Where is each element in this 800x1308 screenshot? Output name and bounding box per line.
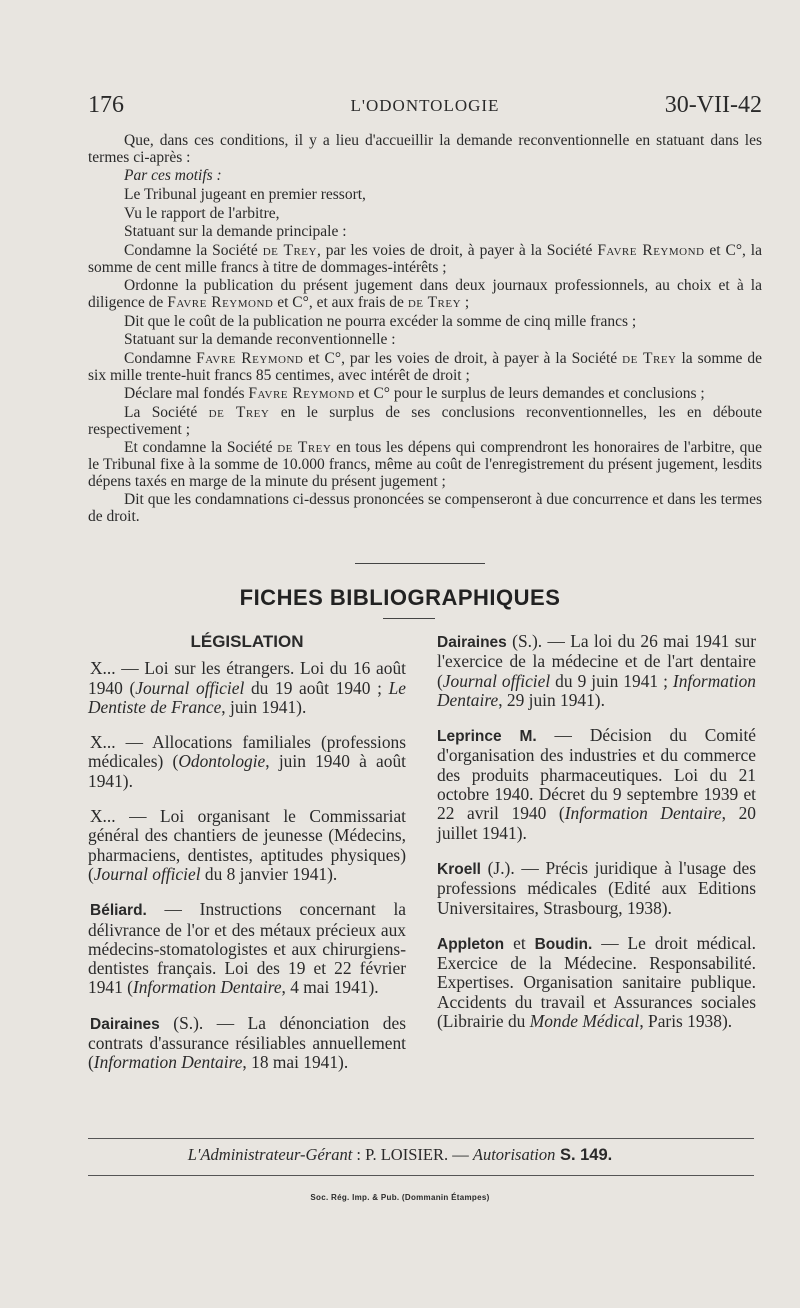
bibliography-entry: X... — Loi organisant le Commissariat général des chantiers de jeunesse (Médecins, pharmaciens, dentistes, aptitudes physiques) (Journal officiel du 8 janvier 1941). bbox=[88, 806, 406, 884]
issue-date: 30-VII-42 bbox=[664, 92, 762, 118]
footer-rule-top bbox=[88, 1138, 754, 1139]
paragraph: Déclare mal fondés Favre Reymond et C° pour le surplus de leurs demandes et conclusions ; bbox=[124, 385, 705, 403]
running-header bbox=[88, 92, 762, 122]
publisher-line: L'Administrateur-Gérant : P. LOISIER. — Autorisation S. 149. bbox=[187, 1145, 613, 1164]
bibliography-entry: X... — Allocations familiales (professions médicales) (Odontologie, juin 1940 à août 1941). bbox=[88, 732, 406, 791]
paragraph: Ordonne la publication du présent jugement dans deux journaux professionnels, au choix et à la diligence de Favre Reymond et C°, et aux frais de de Trey ; bbox=[88, 277, 762, 311]
paragraph: Statuant sur la demande principale : bbox=[124, 223, 347, 241]
bibliography-entry: Dairaines (S.). — La dénonciation des contrats d'assurance résiliables annuellement (Information Dentaire, 18 mai 1941). bbox=[88, 1012, 406, 1073]
paragraph: Vu le rapport de l'arbitre, bbox=[124, 204, 280, 222]
page-number: 176 bbox=[88, 92, 124, 118]
paragraph: Dit que le coût de la publication ne pourra excéder la somme de cinq mille francs ; bbox=[124, 312, 637, 330]
section-title: FICHES BIBLIOGRAPHIQUES bbox=[239, 585, 561, 610]
bibliography-entry: X... — Loi sur les étrangers. Loi du 16 août 1940 (Journal officiel du 19 août 1940 ; Le Dentiste de France, juin 1941). bbox=[88, 658, 406, 717]
bibliography-entry: Kroell (J.). — Précis juridique à l'usage des professions médicales (Edité aux Editions Universitaires, Strasbourg, 1938). bbox=[437, 857, 756, 918]
bibliography-entry: Appleton et Boudin. — Le droit médical. Exercice de la Médecine. Responsabilité. Expertises. Organisation sanitaire publique. Accidents du travail et Assurances sociales (Librairie du Monde Médical, Paris 1938). bbox=[437, 932, 757, 1032]
journal-title: L'ODONTOLOGIE bbox=[350, 96, 500, 115]
footer-rule-bottom bbox=[88, 1175, 754, 1176]
paragraph: Et condamne la Société de Trey en tous les dépens qui comprendront les honoraires de l'arbitre, que le Tribunal fixe à la somme de 10.000 francs, même au coût de l'enregistrement du présent jugement, lesdits dépens taxés en marge de la minute du présent jugement ; bbox=[88, 439, 762, 490]
paragraph: La Société de Trey en le surplus de ses conclusions reconventionnelles, les en déboute respectivement ; bbox=[88, 403, 762, 438]
paragraph: Par ces motifs : bbox=[124, 167, 222, 185]
paragraph: Dit que les condamnations ci-dessus prononcées se compenseront à due concurrence et dans les termes de droit. bbox=[88, 491, 762, 526]
paragraph: Condamne Favre Reymond et C°, par les voies de droit, à payer à la Société de Trey la somme de six mille trente-huit francs 85 centimes, avec intérêt de droit ; bbox=[88, 349, 763, 384]
judgment-text bbox=[88, 133, 762, 526]
right-column bbox=[437, 632, 756, 1047]
title-underline bbox=[383, 618, 435, 619]
paragraph: Le Tribunal jugeant en premier ressort, bbox=[124, 185, 366, 203]
bibliography-entry: Dairaines (S.). — La loi du 26 mai 1941 sur l'exercice de la médecine et de l'art dentaire (Journal officiel du 9 juin 1941 ; Information Dentaire, 29 juin 1941). bbox=[437, 631, 756, 710]
paragraph: Que, dans ces conditions, il y a lieu d'accueillir la demande reconventionnelle en statuant dans les termes ci-après : bbox=[88, 132, 762, 166]
paragraph: Condamne la Société de Trey, par les voies de droit, à payer à la Société Favre Reymond et C°, la somme de cent mille francs à titre de dommages-intérêts ; bbox=[88, 241, 762, 276]
left-column bbox=[88, 632, 406, 1089]
bibliography-entry: Béliard. — Instructions concernant la délivrance de l'or et des métaux précieux aux médecins-stomatologistes et aux chirurgiens-dentistes français. Loi des 19 et 22 février 1941 (Information Dentaire, 4 mai 1941). bbox=[88, 899, 406, 998]
bibliography-entry: Leprince M. — Décision du Comité d'organisation des industries et du commerce des produits pharmaceutiques. Loi du 21 octobre 1940. Décret du 9 septembre 1939 et 22 avril 1940 (Information Dentaire, 20 juillet 1941). bbox=[437, 725, 756, 843]
column-heading: LÉGISLATION bbox=[190, 632, 304, 651]
section-divider bbox=[355, 563, 485, 564]
paragraph: Statuant sur la demande reconventionnelle : bbox=[124, 331, 396, 349]
printer-imprint: Soc. Rég. Imp. & Pub. (Dommanin Étampes) bbox=[310, 1193, 490, 1202]
